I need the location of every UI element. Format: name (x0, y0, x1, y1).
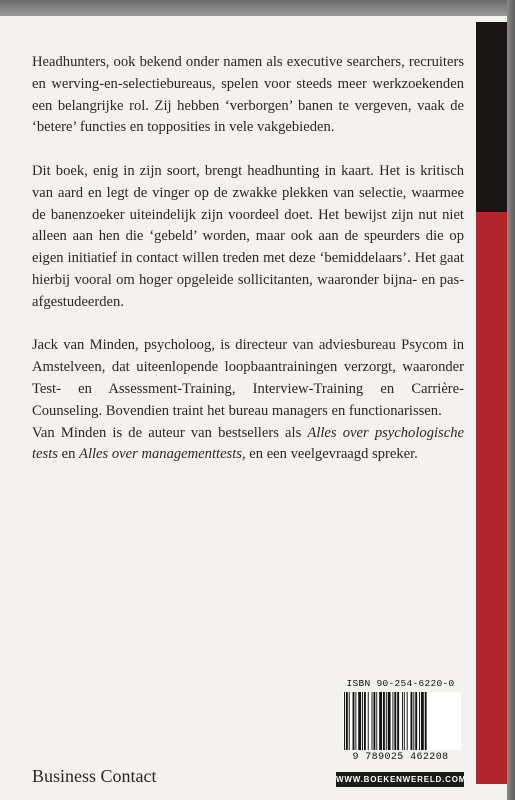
books-mid: en (57, 446, 80, 463)
spine-red-band (476, 212, 507, 784)
cover-right-shadow (507, 0, 515, 800)
isbn-label: ISBN 90-254-6220-0 (346, 678, 455, 689)
book-title-2: Alles over managementtests (79, 446, 242, 463)
spine-black-band (476, 22, 507, 212)
books-prefix: Van Minden is de auteur van bestsellers als (32, 424, 308, 441)
ean-digits: 9 789025 462208 (352, 752, 449, 763)
author-bio-paragraph: Jack van Minden, psycholoog, is directeur van adviesbureau Psycom in Amstelveen, dat uiteenlopende loopbaantrainingen verzorgt, waaronder Test- en Assessment-Training, Interview-Training en Carrière-Counseling. Bovendien traint het bureau managers en functionarissen. (32, 337, 464, 419)
website-url: WWW.BOEKENWERELD.COM (336, 772, 464, 787)
cover-top-shadow (0, 0, 515, 16)
barcode-block (337, 678, 464, 782)
blurb-paragraph-2: Dit boek, enig in zijn soort, brengt headhunting in kaart. Het is kritisch van aard en legt de vinger op de zwakke plekken van selectie, waarmee de banenzoeker uiteindelijk zijn voordeel doet. Het bewijst zijn nut niet alleen aan hen die ‘gebeld’ worden, maar ook aan de speurders die op eigen initiatief in contact willen treden met deze ‘bemiddelaars’. Het gaat hierbij vooral om hoger opgeleide sollicitanten, waaronder bijna- en pas-afgestudeerden. (32, 162, 464, 310)
author-books-paragraph (32, 423, 464, 467)
publisher-name: Business Contact (32, 766, 157, 786)
book-title-1: Alles over psychologische tests (32, 424, 464, 463)
blurb-paragraph-1: Headhunters, ook bekend onder namen als executive searchers, recruiters en werving-en-selectiebureaus, spelen voor steeds meer werkzoekenden een belangrijke rol. Zij hebben ‘verborgen’ banen te vergeven, vaak de ‘betere’ functies en topposities in vele vakgebieden. (32, 54, 464, 136)
books-suffix: , en een veelgevraagd spreker. (241, 446, 418, 463)
barcode-icon (343, 692, 461, 750)
blurb-text (32, 52, 464, 466)
